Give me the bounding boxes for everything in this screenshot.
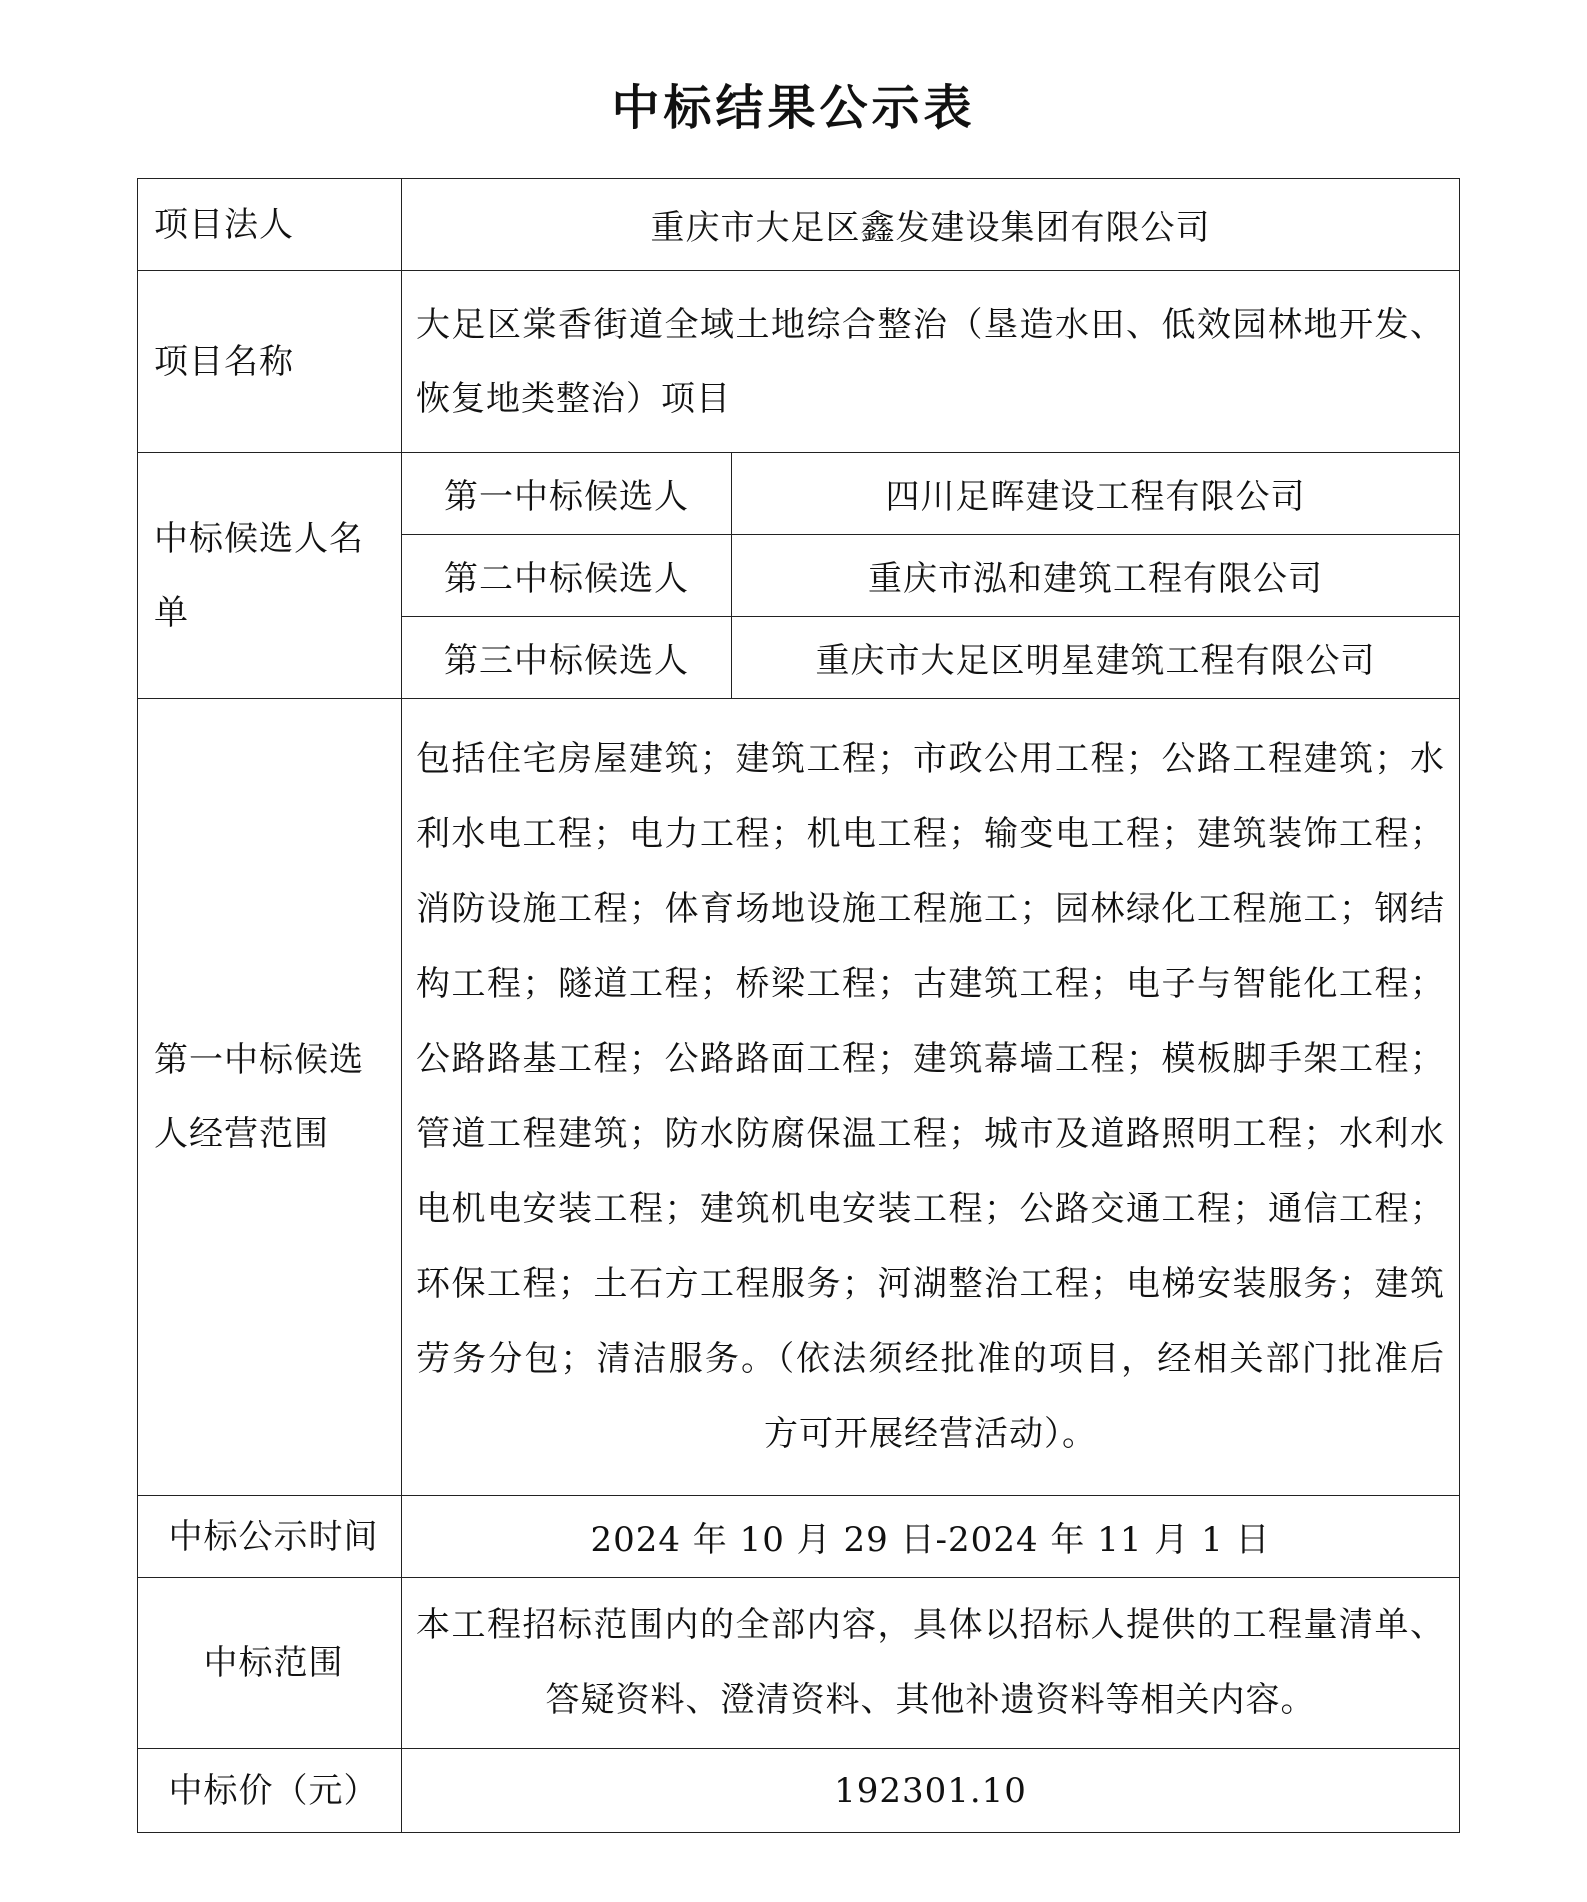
candidate-name-3: 重庆市大足区明星建筑工程有限公司 <box>732 617 1460 699</box>
candidates-label: 中标候选人名单 <box>138 453 402 699</box>
business-scope-row <box>138 699 1460 1496</box>
bid-scope-value: 本工程招标范围内的全部内容，具体以招标人提供的工程量清单、答疑资料、澄清资料、其他补遗资料等相关内容。 <box>402 1578 1460 1749</box>
project-name-label: 项目名称 <box>138 271 402 453</box>
project-name-value: 大足区棠香街道全域土地综合整治（垦造水田、低效园林地开发、恢复地类整治）项目 <box>402 271 1460 453</box>
page-title: 中标结果公示表 <box>611 80 976 136</box>
legal-person-row <box>138 179 1460 271</box>
publicity-time-value: 2024 年 10 月 29 日-2024 年 11 月 1 日 <box>402 1496 1460 1578</box>
candidate-rank-3: 第三中标候选人 <box>402 617 732 699</box>
legal-person-label: 项目法人 <box>138 179 402 271</box>
candidate-rank-2: 第二中标候选人 <box>402 535 732 617</box>
bid-scope-row <box>138 1578 1460 1749</box>
candidate-name-2: 重庆市泓和建筑工程有限公司 <box>732 535 1460 617</box>
bid-price-row <box>138 1749 1460 1833</box>
legal-person-value: 重庆市大足区鑫发建设集团有限公司 <box>402 179 1460 271</box>
publicity-time-label: 中标公示时间 <box>138 1496 402 1578</box>
candidate-rank-1: 第一中标候选人 <box>402 453 732 535</box>
bid-price-label: 中标价（元） <box>138 1749 402 1833</box>
project-name-row <box>138 271 1460 453</box>
bid-scope-label: 中标范围 <box>138 1578 402 1749</box>
candidate-name-1: 四川足晖建设工程有限公司 <box>732 453 1460 535</box>
business-scope-value: 包括住宅房屋建筑；建筑工程；市政公用工程；公路工程建筑；水利水电工程；电力工程；机电工程；输变电工程；建筑装饰工程；消防设施工程；体育场地设施工程施工；园林绿化工程施工；钢结构工程；隧道工程；桥梁工程；古建筑工程；电子与智能化工程；公路路基工程；公路路面工程；建筑幕墙工程；模板脚手架工程；管道工程建筑；防水防腐保温工程；城市及道路照明工程；水利水电机电安装工程；建筑机电安装工程；公路交通工程；通信工程；环保工程；土石方工程服务；河湖整治工程；电梯安装服务；建筑劳务分包；清洁服务。（依法须经批准的项目，经相关部门批准后方可开展经营活动）。 <box>402 699 1460 1496</box>
business-scope-label: 第一中标候选人经营范围 <box>138 699 402 1496</box>
bid-result-table <box>137 178 1460 1833</box>
candidate-row-1 <box>138 453 1460 535</box>
bid-price-value: 192301.10 <box>402 1749 1460 1833</box>
publicity-time-row <box>138 1496 1460 1578</box>
